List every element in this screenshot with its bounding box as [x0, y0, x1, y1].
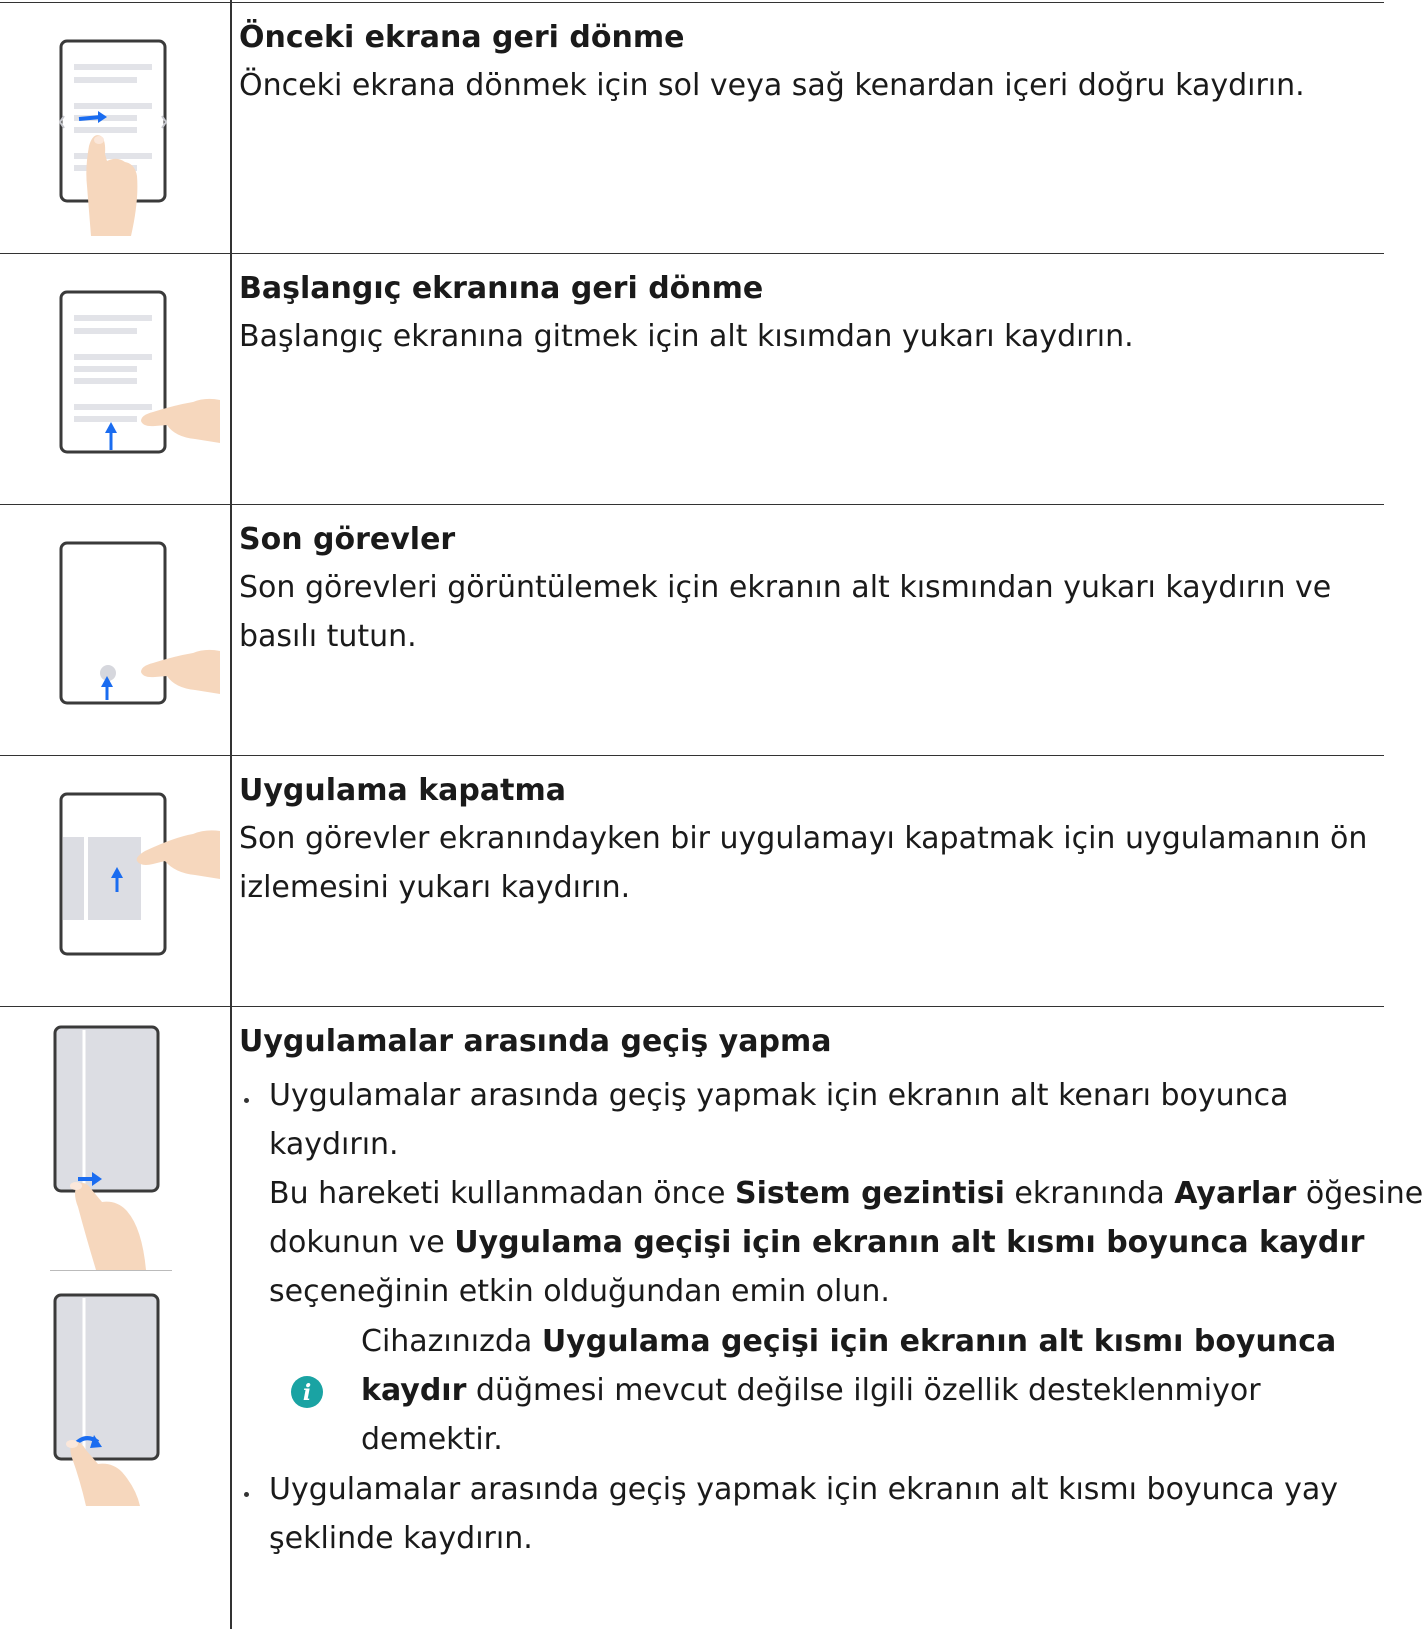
bullet1-line1: Uygulamalar arasında geçiş yapmak için ekranın alt kenarı boyunca	[269, 1078, 1289, 1113]
row-desc-recents-2: basılı tutun.	[239, 619, 417, 654]
row-desc-home: Başlangıç ekranına gitmek için alt kısımdan yukarı kaydırın.	[239, 319, 1134, 354]
info-icon	[290, 1375, 324, 1409]
note-line3: seçeneğinin etkin olduğundan emin olun.	[269, 1274, 890, 1309]
tablet-recent-tasks-icon	[55, 538, 225, 713]
info-line2: kaydır düğmesi mevcut değilse ilgili özellik desteklenmiyor	[361, 1373, 1261, 1408]
bullet-dot	[244, 1098, 249, 1103]
row-desc-back: Önceki ekrana dönmek için sol veya sağ kenardan içeri doğru kaydırın.	[239, 68, 1305, 103]
illustration-separator	[50, 1270, 172, 1271]
tablet-close-app-icon	[55, 789, 225, 964]
tablet-switch-straight-icon	[50, 1022, 180, 1272]
info-line3: demektir.	[361, 1422, 503, 1457]
bullet2-line2: şeklinde kaydırın.	[269, 1521, 533, 1556]
column-divider	[230, 0, 232, 1629]
tablet-swipe-home-icon	[55, 287, 225, 462]
row-divider	[0, 2, 1384, 3]
row-title-switch-apps: Uygulamalar arasında geçiş yapma	[239, 1024, 832, 1059]
row-divider	[0, 755, 1384, 756]
row-title-close-app: Uygulama kapatma	[239, 773, 566, 808]
info-line1: Cihazınızda Uygulama geçişi için ekranın alt kısmı boyunca	[361, 1324, 1337, 1359]
row-divider	[0, 253, 1384, 254]
svg-text:i: i	[302, 1380, 312, 1406]
row-desc-recents-1: Son görevleri görüntülemek için ekranın alt kısmından yukarı kaydırın ve	[239, 570, 1332, 605]
note-line1: Bu hareketi kullanmadan önce Sistem gezintisi ekranında Ayarlar öğesine	[269, 1176, 1423, 1211]
tablet-swipe-back-icon	[55, 36, 225, 246]
row-desc-close-app-2: izlemesini yukarı kaydırın.	[239, 870, 631, 905]
row-title-recents: Son görevler	[239, 522, 456, 557]
tablet-switch-arc-icon	[50, 1290, 180, 1510]
row-divider	[0, 504, 1384, 505]
row-divider	[0, 1006, 1384, 1007]
row-title-home: Başlangıç ekranına geri dönme	[239, 271, 764, 306]
bullet1-line2: kaydırın.	[269, 1127, 399, 1162]
note-line2: dokunun ve Uygulama geçişi için ekranın alt kısmı boyunca kaydır	[269, 1225, 1365, 1260]
row-desc-close-app-1: Son görevler ekranındayken bir uygulamayı kapatmak için uygulamanın ön	[239, 821, 1368, 856]
bullet2-line1: Uygulamalar arasında geçiş yapmak için ekranın alt kısmı boyunca yay	[269, 1472, 1339, 1507]
row-title-back: Önceki ekrana geri dönme	[239, 20, 685, 55]
bullet-dot	[244, 1492, 249, 1497]
